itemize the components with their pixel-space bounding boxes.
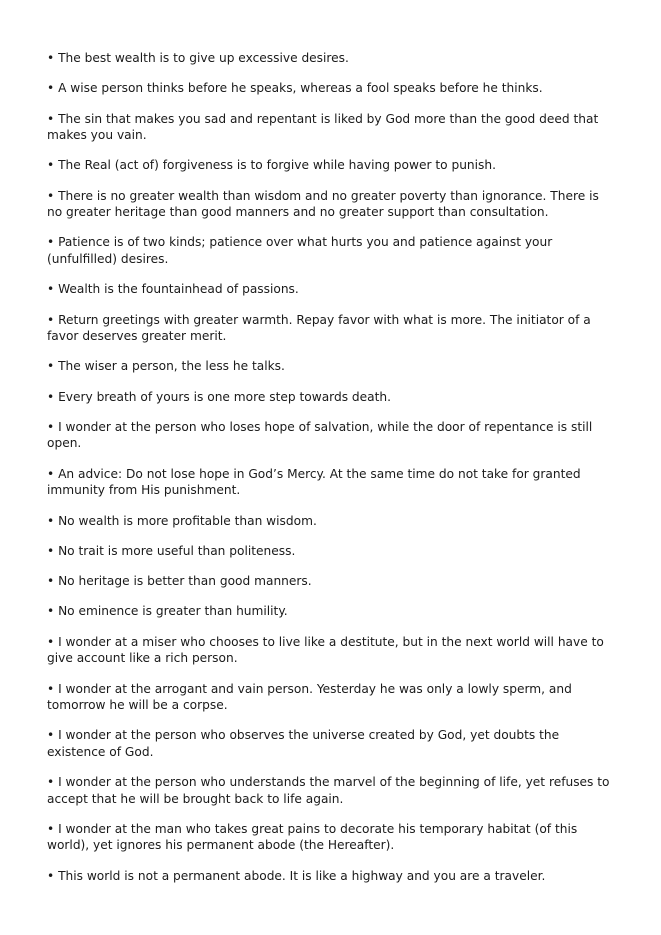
quote-item: • I wonder at the man who takes great pains to decorate his temporary habitat (of this world), yet ignores his permanent abode (the Hereafter). <box>47 821 578 853</box>
quote-item: • No heritage is better than good manners. <box>47 574 312 589</box>
quote-item: • An advice: Do not lose hope in God’s Mercy. At the same time do not take for granted immunity from His punishment. <box>47 466 581 498</box>
quote-item: • The sin that makes you sad and repentant is liked by God more than the good deed that makes you vain. <box>47 111 599 143</box>
quote-item: • The wiser a person, the less he talks. <box>47 359 285 374</box>
quote-item: • I wonder at the arrogant and vain person. Yesterday he was only a lowly sperm, and tomorrow he will be a corpse. <box>47 681 572 713</box>
document-page <box>47 50 617 898</box>
quote-item: • Patience is of two kinds; patience over what hurts you and patience against your (unfulfilled) desires. <box>47 235 553 266</box>
quote-item: • Every breath of yours is one more step towards death. <box>47 389 391 404</box>
quote-item: • I wonder at the person who observes the universe created by God, yet doubts the existence of God. <box>47 728 560 759</box>
quote-item: • No eminence is greater than humility. <box>47 604 288 619</box>
quote-item: • No trait is more useful than politeness. <box>47 543 296 558</box>
quote-item: • A wise person thinks before he speaks, whereas a fool speaks before he thinks. <box>47 81 543 96</box>
quote-item: • Wealth is the fountainhead of passions. <box>47 282 299 297</box>
quote-item: • I wonder at a miser who chooses to live like a destitute, but in the next world will have to give account like a rich person. <box>47 634 604 666</box>
quote-item: • I wonder at the person who understands the marvel of the beginning of life, yet refuses to accept that he will be brought back to life again. <box>47 775 610 806</box>
quote-item: • The Real (act of) forgiveness is to forgive while having power to punish. <box>47 158 496 173</box>
quote-item: • I wonder at the person who loses hope of salvation, while the door of repentance is still open. <box>47 419 593 451</box>
quote-item: • No wealth is more profitable than wisdom. <box>47 513 317 528</box>
quote-item: • There is no greater wealth than wisdom and no greater poverty than ignorance. There is no greater heritage than good manners and no greater support than consultation. <box>47 188 599 220</box>
quote-item: • This world is not a permanent abode. It is like a highway and you are a traveler. <box>47 868 546 883</box>
quote-item: • The best wealth is to give up excessive desires. <box>47 51 349 65</box>
quote-item: • Return greetings with greater warmth. Repay favor with what is more. The initiator of a favor deserves greater merit. <box>47 312 591 344</box>
